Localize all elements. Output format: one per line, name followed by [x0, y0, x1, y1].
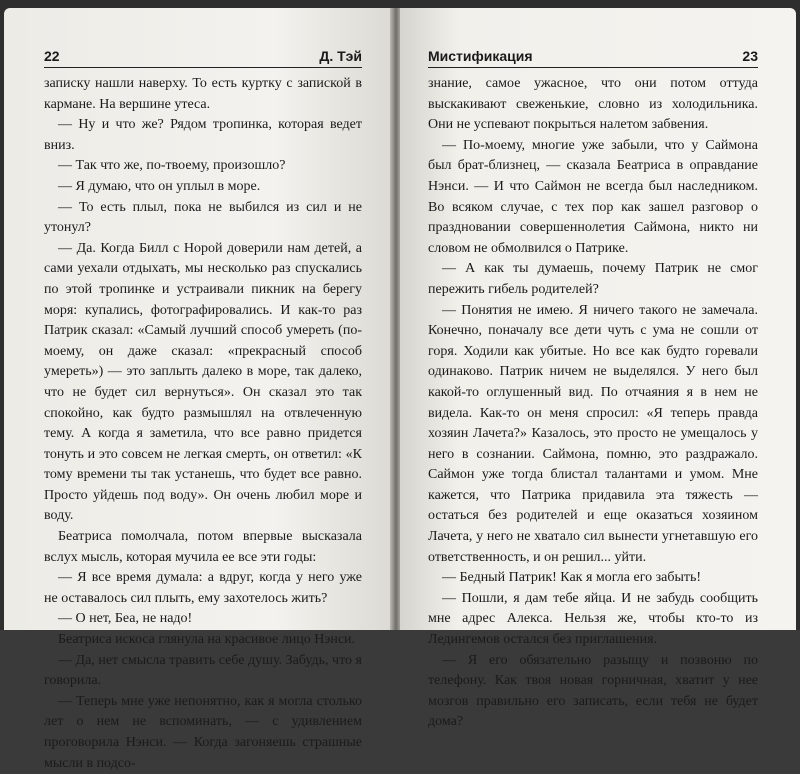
paragraph: — Теперь мне уже непонятно, как я могла столько лет о нем не вспоминать, — с удивлением проговорила Нэнси. — Когда загоняешь страшные мысли в подсо- [44, 693, 362, 771]
paragraph: — Ну и что же? Рядом тропинка, которая ведет вниз. [44, 117, 362, 153]
paragraph: — То есть плыл, пока не выбился из сил и не утонул? [44, 199, 362, 236]
paragraph: — Так что же, по-твоему, произошло? [58, 158, 286, 174]
left-page [4, 8, 392, 771]
paragraph: знание, самое ужасное, что они потом оттуда выскакивают свеженькие, словно из холодильника. Они не успевают покрыться налетом забвения. [428, 76, 758, 133]
right-page [400, 8, 796, 730]
paragraph: Беатриса искоса глянула на красивое лицо Нэнси. [58, 632, 356, 648]
paragraph: — Я его обязательно разыщу и позвоню по телефону. Как твоя новая горничная, хватит у нее мозгов правильно его записать, если тебя не будет дома? [428, 652, 758, 730]
paragraph: — Да. Когда Билл с Норой доверили нам детей, а сами уехали отдыхать, мы несколько раз спускались по этой тропинке и устраивали пикник на берегу моря: купались, фотографировались. И как-то раз Патрик сказал: «Самый лучший способ умереть (по-моему, он даже сказал: «прекрасный способ умереть») — это заплыть далеко в море, так далеко, что не будет сил вернуться». Он сказал это так спокойно, как будто размышлял на отвлеченную тему. А когда я заметила, что все равно придется тонуть и это совсем не легкая смерть, он ответил: «К тому времени ты так устанешь, что будет все равно. Просто уйдешь под воду». Он очень любил море и воду. [44, 240, 362, 524]
right-page-header [428, 44, 758, 68]
paragraph: — По-моему, многие уже забыли, что у Саймона был брат-близнец, — сказала Беатриса в оправдание Нэнси. — И что Саймон не всегда был наследником. Во всяком случае, с тех пор как зашел разговор о праздновании совершеннолетия Саймона, никто ни словом не обмолвился о Патрике. [428, 137, 758, 256]
paragraph: записку нашли наверху. То есть куртку с запиской в кармане. На вершине утеса. [44, 76, 362, 112]
paragraph: — Я все время думала: а вдруг, когда у него уже не оставалось сил плыть, ему захотелось жить? [44, 570, 362, 606]
paragraph: — Понятия не имею. Я ничего такого не замечала. Конечно, поначалу все дети чуть с ума не сошли от горя. Ходили как убитые. Но все как будто горевали одинаково. Патрик ничем не выделялся. У него был какой-то оглушенный вид. По отчаяния я в нем не видела. Как-то он меня спросил: «Я теперь правда хозяин Лачета?» Казалось, это просто не умещалось у него в сознании. Саймона, помню, это раздражало. Саймон уже тогда блистал талантами и умом. Мне кажется, что Патрика придавила эта тяжесть — остаться без родителей и еще оказаться хозяином Лачета, у него не хватало сил вынести угнетавшую его ответственность, и он решил... уйти. [428, 302, 758, 565]
left-page-header [44, 44, 362, 68]
paragraph: — Бедный Патрик! Как я могла его забыть! [442, 570, 702, 586]
paragraph: — Да, нет смысла травить себе душу. Забудь, что я говорила. [44, 652, 362, 689]
paragraph: Беатриса помолчала, потом впервые высказала вслух мысль, которая мучила ее все эти годы: [44, 529, 362, 565]
paragraph: — Пошли, я дам тебе яйца. И не забудь сообщить мне адрес Алекса. Нельзя же, чтобы кто-то из Ледингемов остался без приглашения. [428, 590, 758, 648]
paragraph: — Я думаю, что он уплыл в море. [58, 178, 261, 194]
paragraph: — А как ты думаешь, почему Патрик не смог пережить гибель родителей? [428, 261, 758, 297]
left-page-text [44, 74, 362, 774]
running-head-title: Мистификация [428, 48, 533, 64]
page-number: 23 [742, 48, 758, 64]
page-number: 22 [44, 48, 60, 64]
running-head-author: Д. Тэй [319, 48, 362, 64]
paragraph: — О нет, Беа, не надо! [58, 611, 193, 627]
right-page-text [428, 74, 758, 733]
